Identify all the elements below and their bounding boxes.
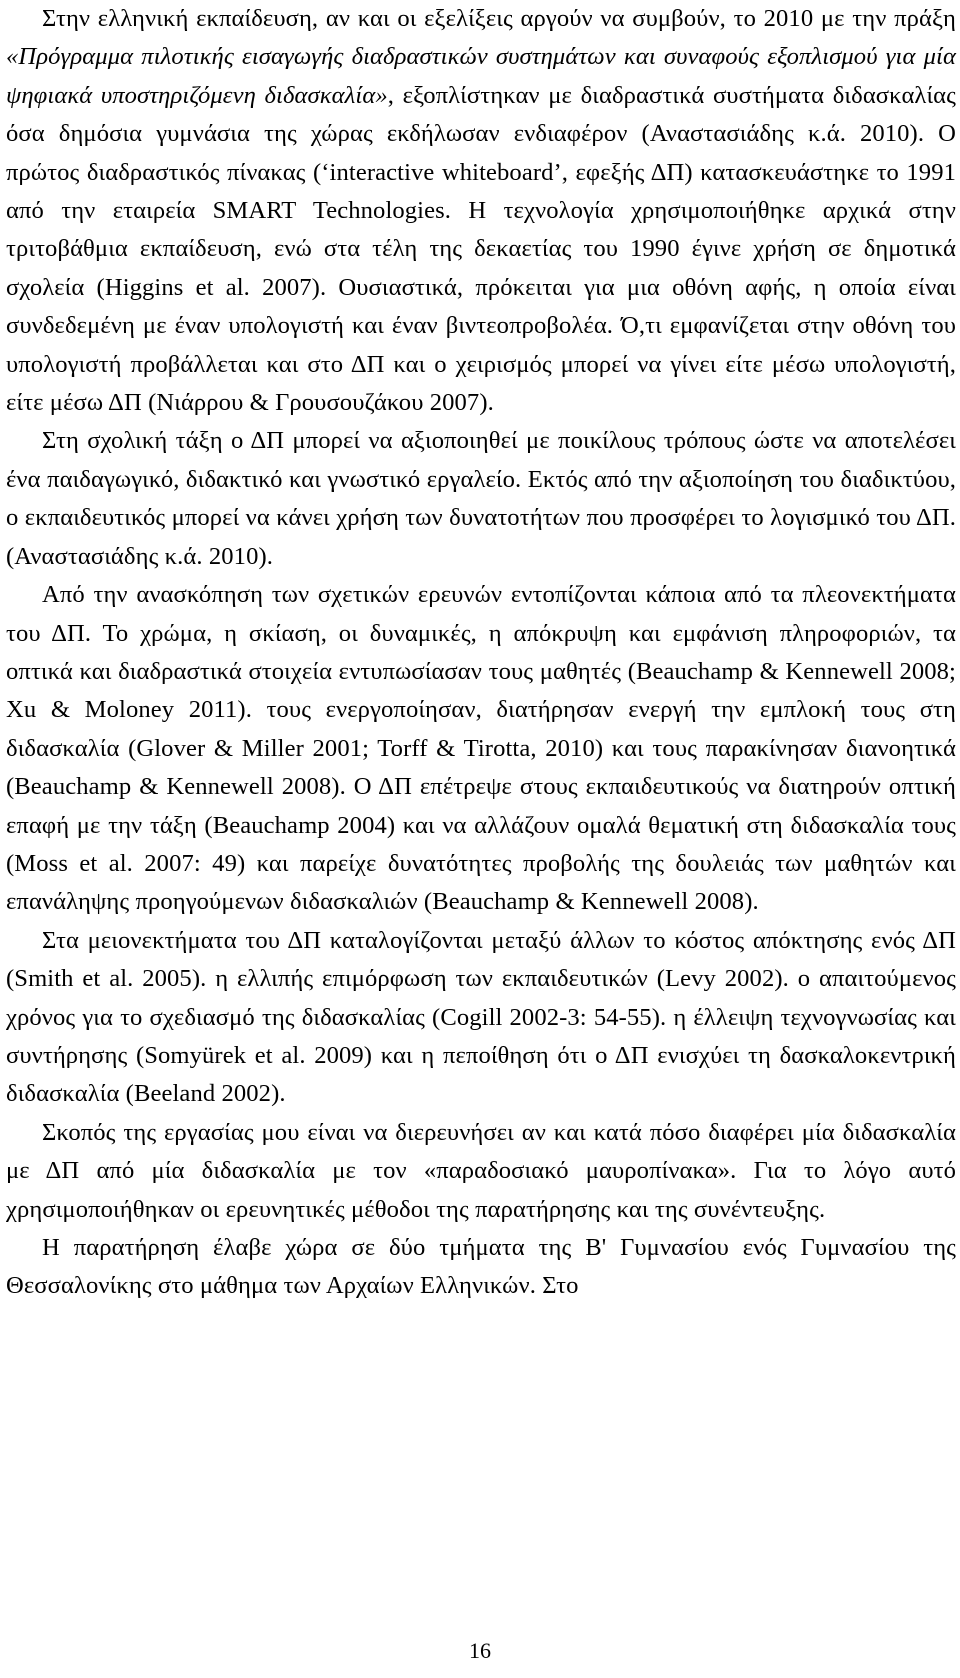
text-run: Σκοπός της εργασίας μου είναι να διερευνήσει αν και κατά πόσο διαφέρει μία διδασκαλία με ΔΠ από μία διδασκαλία με τον «παραδοσιακό μαυροπίνακα». Για το λόγο αυτό χρησιμοποιήθηκαν οι ερευνητικές μέθοδοι της παρατήρησης και της συνέντευξης. [6,1118,956,1223]
text-run: Η παρατήρηση έλαβε χώρα σε δύο τμήματα της Β' Γυμνασίου ενός Γυμνασίου της Θεσσαλονίκης στο μάθημα των Αρχαίων Ελληνικών. Στο [6,1234,956,1300]
paragraph-5 [6,1114,956,1229]
text-run: Στα μειονεκτήματα του ΔΠ καταλογίζονται μεταξύ άλλων το κόστος απόκτησης ενός ΔΠ (Smith et al. 2005). η ελλιπής επιμόρφωση των εκπαιδευτικών (Levy 2002). ο απαιτούμενος χρόνος για το σχεδιασμό της διδασκαλίας (Cogill 2002-3: 54-55). η έλλειψη τεχνογνωσίας και συντήρησης (Somyürek et al. 2009) και η πεποίθηση ότι ο ΔΠ ενισχύει τη δασκαλοκεντρική διδασκαλία (Beeland 2002). [6,926,956,1108]
text-run: , εξοπλίστηκαν με διαδραστικά συστήματα διδασκαλίας όσα δημόσια γυμνάσια της χώρας εκδήλωσαν ενδιαφέρον (Αναστασιάδης κ.ά. 2010). Ο πρώτος διαδραστικός πίνακας (‘interactive whiteboard’, εφεξής ΔΠ) κατασκευάστηκε το 1991 από την εταιρεία SMART Technologies. Η τεχνολογία χρησιμοποιήθηκε αρχικά στην τριτοβάθμια εκπαίδευση, ενώ στα τέλη της δεκαετίας του 1990 έγινε χρήση σε δημοτικά σχολεία (Higgins et al. 2007). Ουσιαστικά, πρόκειται για μια οθόνη αφής, η οποία είναι συνδεδεμένη με έναν υπολογιστή και έναν βιντεοπροβολέα. Ό,τι εμφανίζεται στην οθόνη του υπολογιστή προβάλλεται και στο ΔΠ και ο χειρισμός μπορεί να γίνει είτε μέσω υπολογιστή, είτε μέσω ΔΠ (Νιάρρου & Γρουσουζάκου 2007). [6,81,956,417]
body-text [6,0,956,1306]
page-number: 16 [469,1638,491,1663]
paragraph-3 [6,576,956,922]
text-run: Στη σχολική τάξη ο ΔΠ μπορεί να αξιοποιηθεί με ποικίλους τρόπους ώστε να αποτελέσει ένα παιδαγωγικό, διδακτικό και γνωστικό εργαλείο. Εκτός από την αξιοποίηση του διαδικτύου, ο εκπαιδευτικός μπορεί να κάνει χρήση των δυνατοτήτων που προσφέρει το λογισμικό του ΔΠ. (Αναστασιάδης κ.ά. 2010). [6,427,956,570]
paragraph-2 [6,422,956,576]
paragraph-1 [6,0,956,422]
text-run: Στην ελληνική εκπαίδευση, αν και οι εξελίξεις αργούν να συμβούν, το 2010 με την πράξη [42,5,956,32]
italic-quote: «Πρόγραμμα πιλοτικής εισαγωγής διαδραστικών συστημάτων και συναφούς εξοπλισμού για μία ψηφιακά υποστηριζόμενη διδασκαλία» [6,43,956,109]
text-run: Από την ανασκόπηση των σχετικών ερευνών εντοπίζονται κάποια από τα πλεονεκτήματα του ΔΠ. Το χρώμα, η σκίαση, οι δυναμικές, η απόκρυψη και εμφάνιση πληροφοριών, τα οπτικά και διαδραστικά στοιχεία εντυπωσίασαν τους μαθητές (Beauchamp & Kennewell 2008; Xu & Moloney 2011). τους ενεργοποίησαν, διατήρησαν ενεργή την εμπλοκή τους στη διδασκαλία (Glover & Miller 2001; Torff & Tirotta, 2010) και τους παρακίνησαν διανοητικά (Beauchamp & Kennewell 2008). Ο ΔΠ επέτρεψε στους εκπαιδευτικούς να διατηρούν οπτική επαφή με την τάξη (Beauchamp 2004) και να αλλάζουν ομαλά θεματική στη διδασκαλία τους (Moss et al. 2007: 49) και παρείχε δυνατότητες προβολής της δουλειάς των μαθητών και επανάληψης προηγούμενων διδασκαλιών (Beauchamp & Kennewell 2008). [6,581,956,916]
paragraph-6 [6,1229,956,1306]
paragraph-4 [6,922,956,1114]
